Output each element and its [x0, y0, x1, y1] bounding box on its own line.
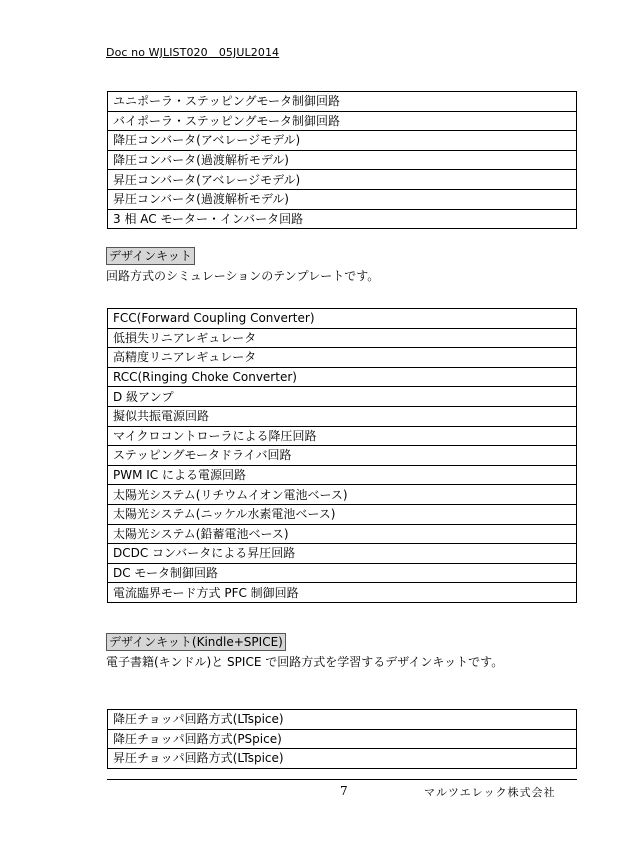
- table-cell: 昇圧コンバータ(過渡解析モデル): [108, 189, 577, 209]
- table-row: [108, 309, 577, 329]
- design-kit-description: 回路方式のシミュレーションのテンプレートです。: [106, 269, 380, 283]
- table-row: [108, 504, 577, 524]
- page-number: 7: [340, 784, 348, 798]
- table-row: [108, 485, 577, 505]
- table-cell: マイクロコントローラによる降圧回路: [108, 426, 577, 446]
- table-row: [108, 465, 577, 485]
- table-cell: FCC(Forward Coupling Converter): [108, 309, 577, 329]
- table-cell: D 級アンプ: [108, 387, 577, 407]
- table-row: [108, 111, 577, 131]
- table-cell: 昇圧チョッパ回路方式(LTspice): [108, 749, 577, 769]
- table-row: [108, 209, 577, 229]
- table-row: [108, 563, 577, 583]
- table-cell: 降圧コンバータ(過渡解析モデル): [108, 150, 577, 170]
- table-cell: 太陽光システム(リチウムイオン電池ベース): [108, 485, 577, 505]
- table-row: [108, 150, 577, 170]
- table-cell: バイポーラ・ステッピングモータ制御回路: [108, 111, 577, 131]
- table-row: [108, 92, 577, 112]
- table-row: [108, 348, 577, 368]
- table-row: [108, 524, 577, 544]
- table-cell: 擬似共振電源回路: [108, 406, 577, 426]
- table-cell: 3 相 AC モーター・インバータ回路: [108, 209, 577, 229]
- circuit-table-2: [107, 308, 577, 603]
- table-cell: RCC(Ringing Choke Converter): [108, 367, 577, 387]
- circuit-table-1: [107, 91, 577, 229]
- table-row: [108, 131, 577, 151]
- table-row: [108, 710, 577, 730]
- table-row: [108, 446, 577, 466]
- table-cell: 昇圧コンバータ(アベレージモデル): [108, 170, 577, 190]
- table-row: [108, 367, 577, 387]
- table-row: [108, 544, 577, 564]
- table-row: [108, 328, 577, 348]
- table-row: [108, 729, 577, 749]
- company-name: マルツエレック株式会社: [424, 786, 556, 799]
- table-cell: 高精度リニアレギュレータ: [108, 348, 577, 368]
- table-row: [108, 170, 577, 190]
- table-cell: 太陽光システム(ニッケル水素電池ベース): [108, 504, 577, 524]
- footer-divider: [107, 779, 577, 780]
- table-cell: 太陽光システム(鉛蓄電池ベース): [108, 524, 577, 544]
- kindle-kit-description: 電子書籍(キンドル)と SPICE で回路方式を学習するデザインキットです。: [106, 655, 504, 669]
- circuit-table-3: [107, 709, 577, 769]
- table-cell: 降圧チョッパ回路方式(PSpice): [108, 729, 577, 749]
- design-kit-label: デザインキット: [106, 247, 195, 265]
- table-row: [108, 426, 577, 446]
- table-row: [108, 749, 577, 769]
- kindle-kit-label: デザインキット(Kindle+SPICE): [106, 633, 286, 651]
- table-cell: PWM IC による電源回路: [108, 465, 577, 485]
- table-row: [108, 406, 577, 426]
- table-cell: ステッピングモータドライバ回路: [108, 446, 577, 466]
- table-row: [108, 189, 577, 209]
- table-cell: 降圧チョッパ回路方式(LTspice): [108, 710, 577, 730]
- table-cell: DC モータ制御回路: [108, 563, 577, 583]
- table-cell: ユニポーラ・ステッピングモータ制御回路: [108, 92, 577, 112]
- table-cell: DCDC コンバータによる昇圧回路: [108, 544, 577, 564]
- table-cell: 低損失リニアレギュレータ: [108, 328, 577, 348]
- table-cell: 降圧コンバータ(アベレージモデル): [108, 131, 577, 151]
- doc-header: Doc no WJLIST020 05JUL2014: [106, 46, 280, 59]
- table-row: [108, 583, 577, 603]
- table-cell: 電流臨界モード方式 PFC 制御回路: [108, 583, 577, 603]
- table-row: [108, 387, 577, 407]
